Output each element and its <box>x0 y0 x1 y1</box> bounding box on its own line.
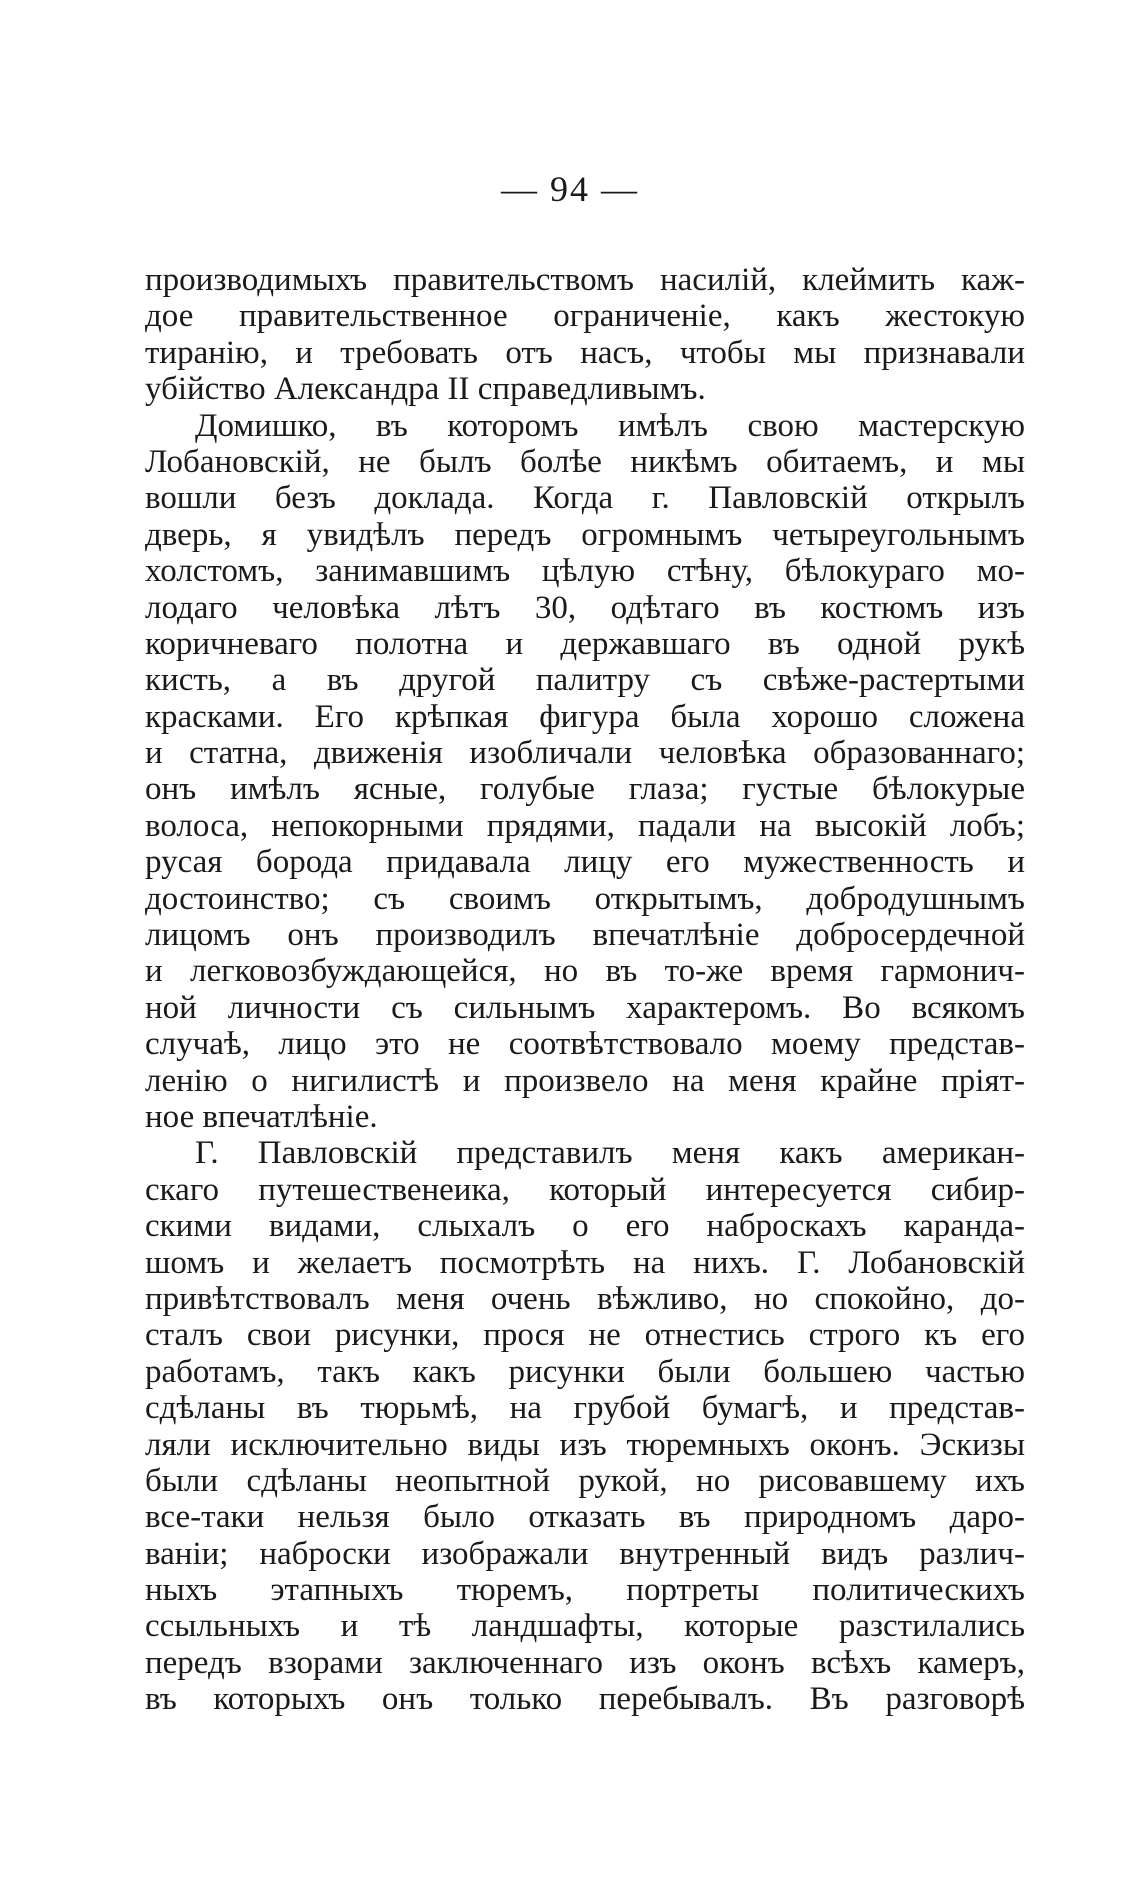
text-line: русая борода придавала лицу его мужественность и <box>145 844 1025 881</box>
paragraph-start-line: Домишко, въ которомъ имѣлъ свою мастерскую <box>195 407 1025 444</box>
text-line: красками. Его крѣпкая фигура была хорошо сложена <box>145 698 1025 735</box>
text-line: коричневаго полотна и державшаго въ одной рукѣ <box>145 625 1025 662</box>
text-line: ленію о нигилистѣ и произвело на меня крайне пріят- <box>145 1062 1025 1099</box>
text-line: ной личности съ сильнымъ характеромъ. Во всякомъ <box>145 989 1025 1026</box>
text-line: дверь, я увидѣлъ передъ огромнымъ четыреугольнымъ <box>145 516 1025 553</box>
text-line: все-таки нельзя было отказать въ природномъ даро- <box>145 1499 1025 1536</box>
page-number: — 94 — <box>501 169 639 209</box>
text-line: ваніи; наброски изображали внутренный видъ различ- <box>145 1535 1025 1572</box>
text-line: производимыхъ правительствомъ насилій, клеймить каж- <box>145 262 1025 298</box>
text-line: передъ взорами заключеннаго изъ оконъ всѣхъ камеръ, <box>145 1644 1025 1681</box>
text-line: и легковозбуждающейся, но въ то-же время гармонич- <box>145 953 1025 990</box>
text-line: привѣтствовалъ меня очень вѣжливо, но спокойно, до- <box>145 1280 1025 1317</box>
text-line: лодаго человѣка лѣтъ 30, одѣтаго въ костюмъ изъ <box>145 589 1025 626</box>
text-line: въ которыхъ онъ только перебывалъ. Въ разговорѣ <box>145 1681 1025 1718</box>
text-line: сталъ свои рисунки, прося не отнестись строго къ его <box>145 1317 1025 1354</box>
text-line: были сдѣланы неопытной рукой, но рисовавшему ихъ <box>145 1462 1025 1499</box>
text-line: скаго путешественеика, который интересуется сибир- <box>145 1171 1025 1208</box>
text-line: Лобановскій, не былъ болѣе никѣмъ обитаемъ, и мы <box>145 443 1025 480</box>
text-line: ныхъ этапныхъ тюремъ, портреты политическихъ <box>145 1572 1025 1609</box>
text-line: сдѣланы въ тюрьмѣ, на грубой бумагѣ, и представ- <box>145 1390 1025 1427</box>
text-line: лицомъ онъ производилъ впечатлѣніе добросердечной <box>145 917 1025 954</box>
text-line: вошли безъ доклада. Когда г. Павловскій открылъ <box>145 480 1025 517</box>
text-line: достоинство; съ своимъ открытымъ, добродушнымъ <box>145 880 1025 917</box>
paragraph-start-line: Г. Павловскій представилъ меня какъ американ- <box>195 1135 1025 1172</box>
text-line: ное впечатлѣніе. <box>145 1098 378 1135</box>
text-line: шомъ и желаетъ посмотрѣть на нихъ. Г. Лобановскій <box>145 1244 1025 1281</box>
text-line: ляли исключительно виды изъ тюремныхъ оконъ. Эскизы <box>145 1426 1025 1463</box>
text-line: скими видами, слыхалъ о его наброскахъ каранда- <box>145 1208 1025 1245</box>
text-line: холстомъ, занимавшимъ цѣлую стѣну, бѣлокураго мо- <box>145 553 1025 590</box>
text-line: волоса, непокорными прядями, падали на высокій лобъ; <box>145 807 1025 844</box>
text-line: убійство Александра II справедливымъ. <box>145 371 706 408</box>
text-line: кисть, а въ другой палитру съ свѣже-растертыми <box>145 662 1025 699</box>
body-text <box>145 262 1025 1718</box>
text-line: случаѣ, лицо это не соотвѣтствовало моему представ- <box>145 1026 1025 1063</box>
text-line: онъ имѣлъ ясные, голубые глаза; густые бѣлокурые <box>145 771 1025 808</box>
text-line: ссыльныхъ и тѣ ландшафты, которые разстилались <box>145 1608 1025 1645</box>
text-line: и статна, движенія изобличали человѣка образованнаго; <box>145 735 1025 772</box>
text-line: тиранію, и требовать отъ насъ, чтобы мы признавали <box>145 334 1025 371</box>
text-line: дое правительственное ограниченіе, какъ жестокую <box>145 298 1025 335</box>
text-line: работамъ, такъ какъ рисунки были большею частью <box>145 1353 1025 1390</box>
